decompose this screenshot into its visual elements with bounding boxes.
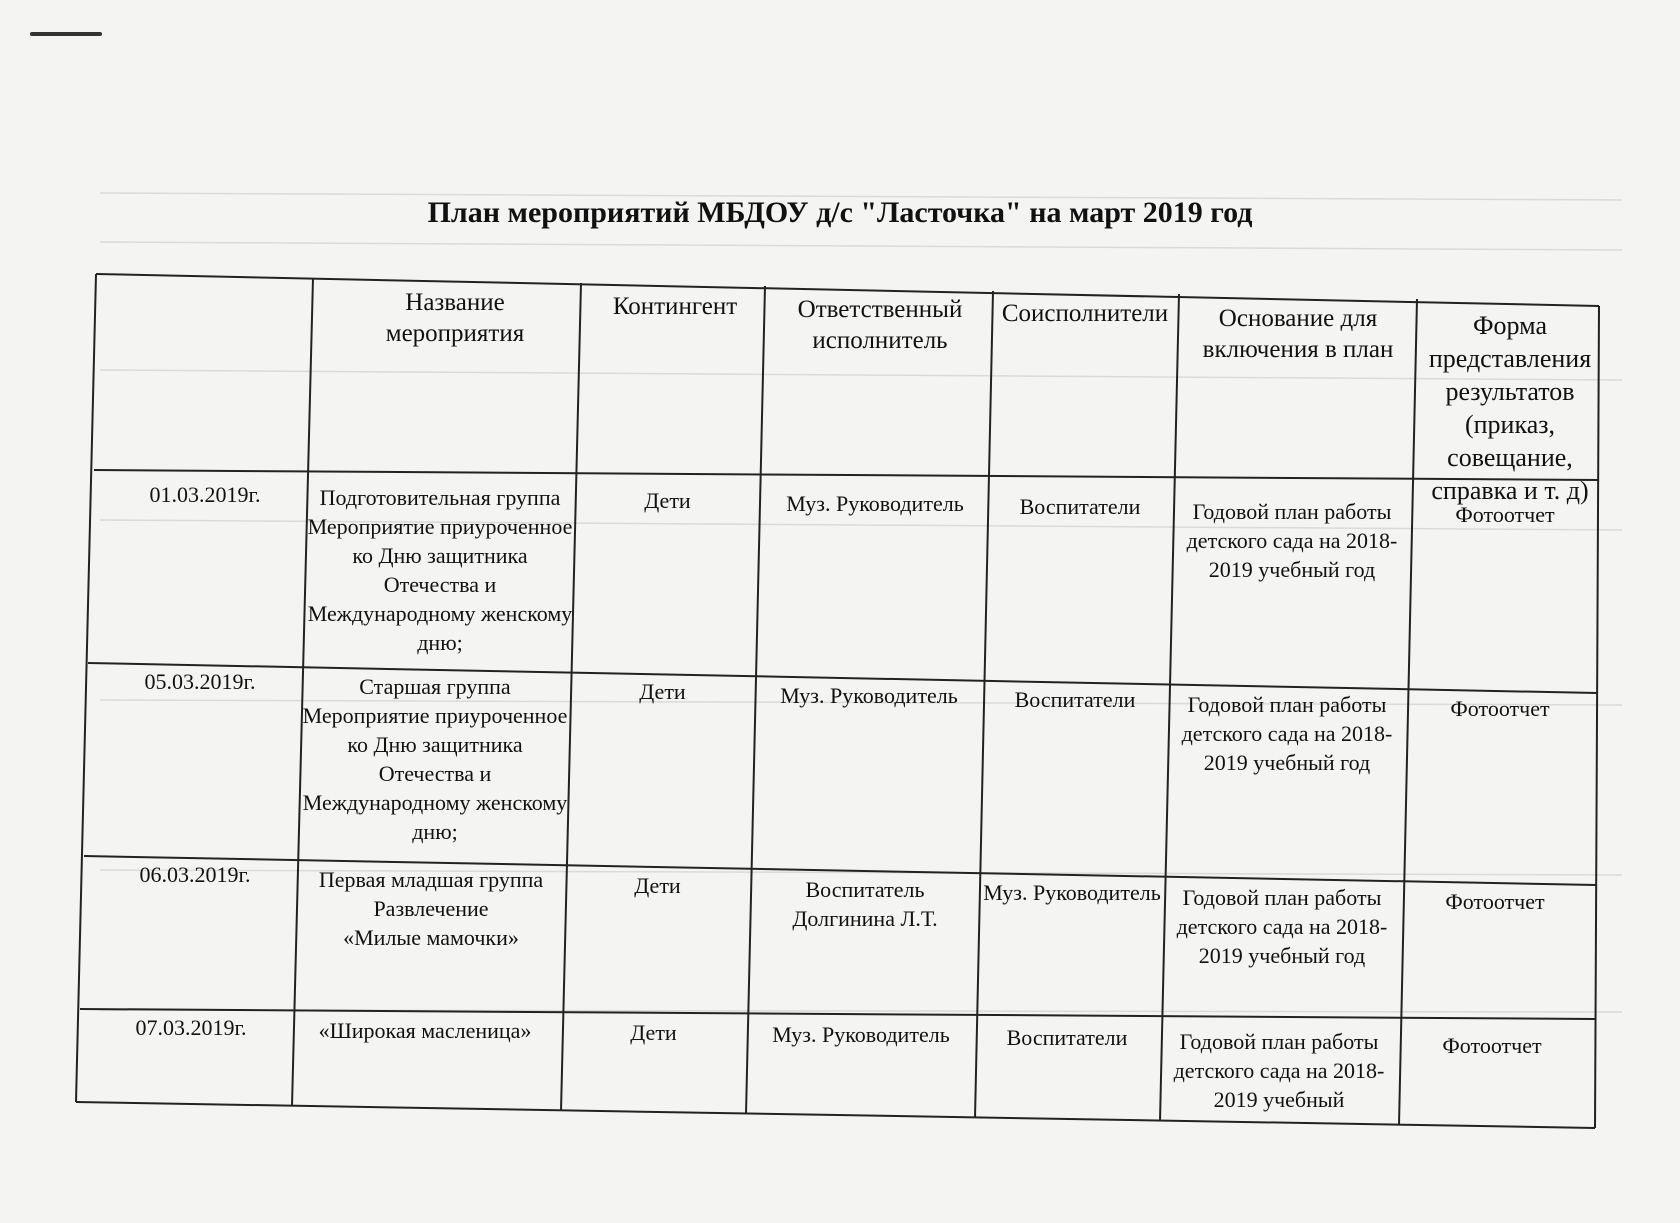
header-contingent: Контингент xyxy=(612,293,738,320)
row3-event: Первая младшая группа Развлечение «Милые мамочки» xyxy=(318,867,544,950)
row2-event: Старшая группа Мероприятие приуроченное ко Дню защитника Отечества и Международному женскому дню; xyxy=(302,674,568,844)
row1-contingent: Дети xyxy=(644,488,691,513)
page-title: План мероприятий МБДОУ д/с "Ласточка" на март 2019 год xyxy=(427,196,1253,229)
row1-event: Подготовительная группа Мероприятие приуроченное ко Дню защитника Отечества и Международному женскому дню; xyxy=(307,485,573,655)
row4-basis: Годовой план работы детского сада на 2018-2019 учебный xyxy=(1173,1029,1385,1112)
row1-co: Воспитатели xyxy=(1019,494,1141,519)
scan-artifact xyxy=(30,32,102,36)
row4-co: Воспитатели xyxy=(1006,1025,1128,1050)
header-name: Название мероприятия xyxy=(385,289,525,347)
row3-date: 06.03.2019г. xyxy=(139,862,251,887)
row1-date: 01.03.2019г. xyxy=(149,482,261,507)
row1-responsible: Муз. Руководитель xyxy=(786,491,964,516)
header-co-executors: Соисполнители xyxy=(1001,300,1169,327)
row3-basis: Годовой план работы детского сада на 2018-2019 учебный год xyxy=(1176,885,1388,968)
row3-co: Муз. Руководитель xyxy=(983,880,1161,905)
row2-co: Воспитатели xyxy=(1014,687,1136,712)
row2-form: Фотоотчет xyxy=(1450,696,1550,721)
row3-responsible: Воспитатель Долгинина Л.Т. xyxy=(792,877,938,931)
row4-form: Фотоотчет xyxy=(1442,1033,1542,1058)
header-responsible: Ответственный исполнитель xyxy=(797,296,963,354)
row-divider xyxy=(94,470,1599,480)
row2-date: 05.03.2019г. xyxy=(144,669,256,694)
row1-basis: Годовой план работы детского сада на 2018-2019 учебный год xyxy=(1186,499,1398,582)
row4-event: «Широкая масленица» xyxy=(318,1018,532,1043)
row2-contingent: Дети xyxy=(639,679,686,704)
row4-contingent: Дети xyxy=(630,1020,677,1045)
row2-responsible: Муз. Руководитель xyxy=(780,683,958,708)
row1-form: Фотоотчет xyxy=(1455,502,1555,527)
row3-form: Фотоотчет xyxy=(1445,889,1545,914)
row3-contingent: Дети xyxy=(634,873,681,898)
header-basis: Основание для включения в план xyxy=(1202,305,1394,363)
header-result-form: Форма представления результатов (приказ, совещание, справка и т. д) xyxy=(1428,311,1592,505)
row2-basis: Годовой план работы детского сада на 2018-2019 учебный год xyxy=(1181,692,1393,775)
row4-responsible: Муз. Руководитель xyxy=(772,1022,950,1047)
row4-date: 07.03.2019г. xyxy=(135,1015,247,1040)
